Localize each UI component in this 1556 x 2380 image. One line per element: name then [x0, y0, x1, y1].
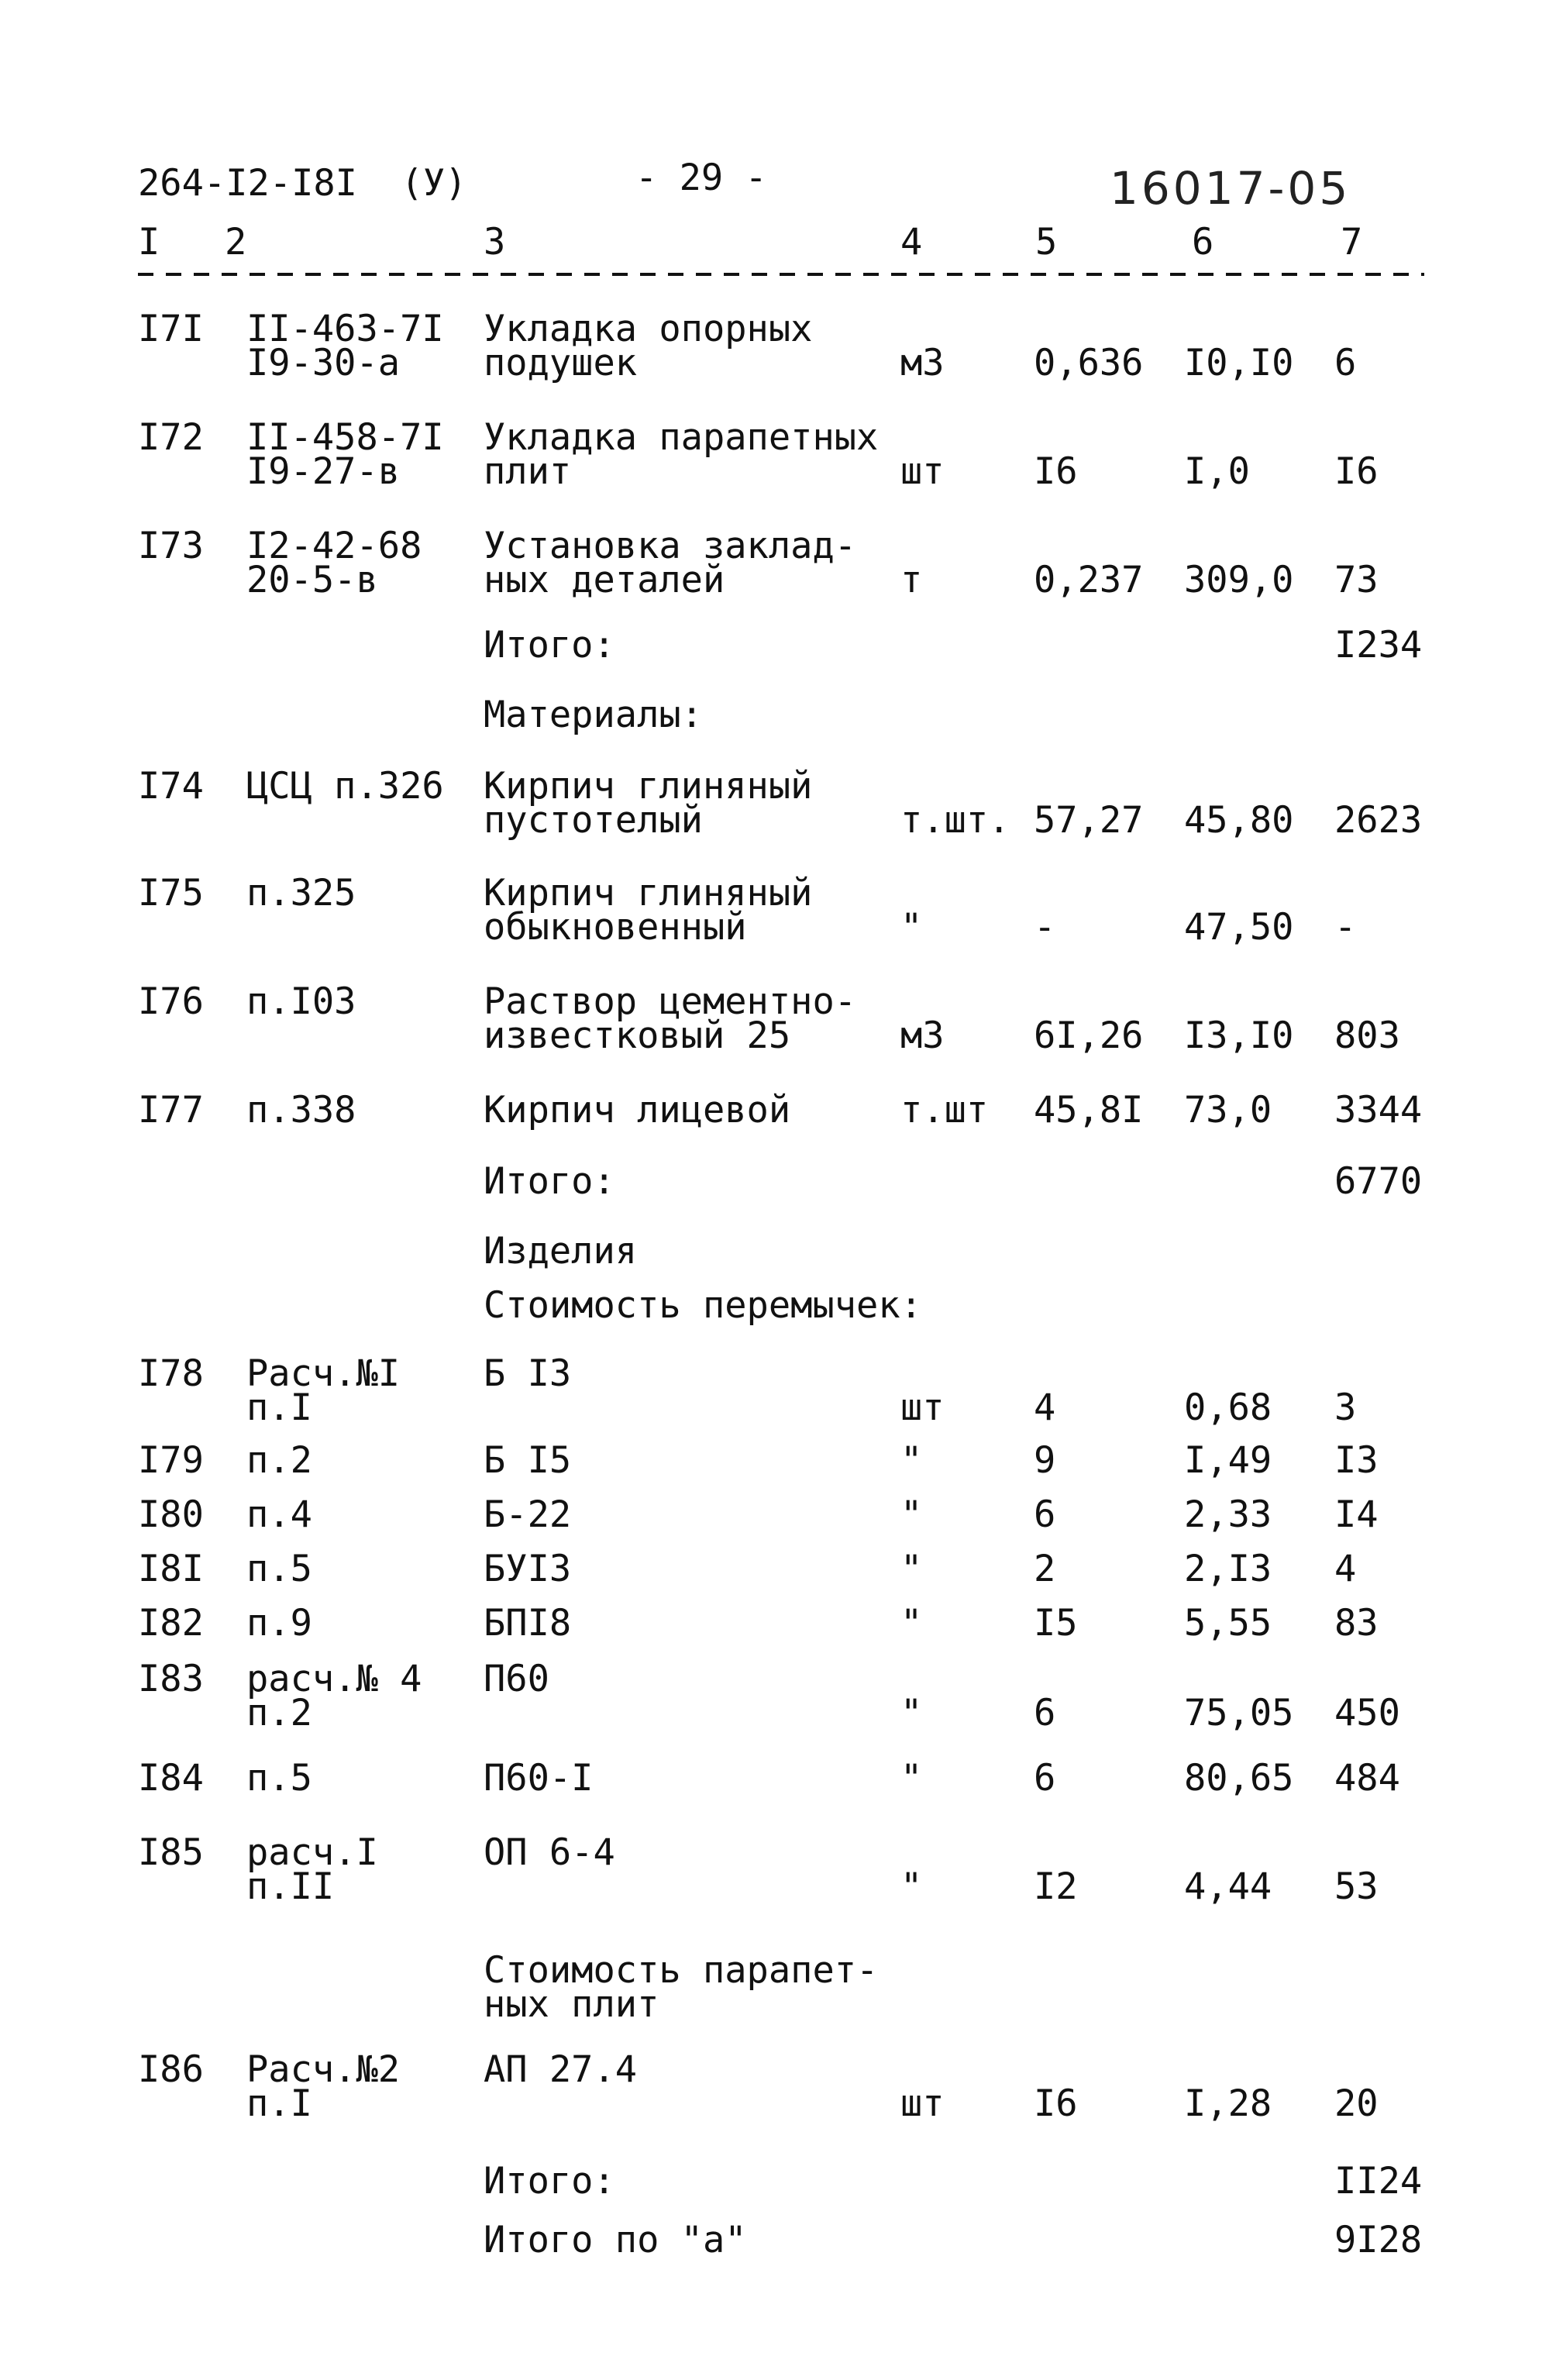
column-divider-line [138, 273, 1424, 276]
row-quantity: - [1034, 906, 1056, 949]
row-quantity: I5 [1034, 1602, 1078, 1645]
row-unit: м3 [900, 342, 945, 384]
row-unit: " [900, 1865, 923, 1908]
row-reference: I2-42-68 [246, 525, 422, 567]
row-name: Материалы: [484, 694, 703, 736]
row-reference: п.I [246, 2082, 312, 2125]
row-number: I79 [138, 1439, 204, 1482]
row-unit: м3 [900, 1014, 945, 1057]
row-unit: т [900, 559, 923, 601]
row-number: I75 [138, 872, 204, 914]
row-reference: п.4 [246, 1493, 312, 1536]
handwritten-stamp: 16017-05 [1110, 162, 1351, 215]
row-total: 53 [1334, 1865, 1379, 1908]
row-unit: т.шт [900, 1089, 989, 1131]
row-reference: п.325 [246, 872, 356, 914]
row-name: Укладка парапетных [484, 416, 879, 459]
row-reference: п.9 [246, 1602, 312, 1645]
row-reference: п.II [246, 1865, 335, 1908]
row-name: БУI3 [484, 1548, 572, 1590]
row-quantity: 2 [1034, 1548, 1056, 1590]
row-unit: " [900, 1757, 923, 1800]
row-quantity: 0,237 [1034, 559, 1144, 601]
row-name: Итого: [484, 1160, 615, 1203]
column-number: 2 [225, 221, 247, 263]
row-unit: " [900, 1548, 923, 1590]
row-total: II24 [1334, 2160, 1423, 2203]
row-unit: " [900, 1439, 923, 1482]
row-unit: " [900, 906, 923, 949]
row-name: Кирпич глиняный [484, 765, 813, 808]
row-total: 73 [1334, 559, 1379, 601]
row-quantity: 0,636 [1034, 342, 1144, 384]
row-total: 4 [1334, 1548, 1357, 1590]
column-number: 3 [484, 221, 506, 263]
page-number: - 29 - [635, 157, 767, 199]
row-name: Итого: [484, 2160, 615, 2203]
row-name: ных деталей [484, 559, 725, 601]
row-quantity: 6I,26 [1034, 1014, 1144, 1057]
row-unit-price: 45,80 [1184, 799, 1294, 842]
row-total: I6 [1334, 450, 1379, 493]
row-total: 484 [1334, 1757, 1400, 1800]
row-name: Стоимость перемычек: [484, 1284, 922, 1327]
row-quantity: 4 [1034, 1386, 1056, 1429]
row-name: Кирпич глиняный [484, 872, 813, 914]
row-name: плит [484, 450, 572, 493]
row-total: I3 [1334, 1439, 1379, 1482]
row-unit: шт [900, 2082, 945, 2125]
row-unit-price: 2,33 [1184, 1493, 1272, 1536]
row-number: I85 [138, 1831, 204, 1874]
row-reference: п.5 [246, 1757, 312, 1800]
row-reference: Расч.№I [246, 1352, 401, 1395]
row-quantity: 9 [1034, 1439, 1056, 1482]
row-unit: шт [900, 1386, 945, 1429]
row-unit: т.шт. [900, 799, 1010, 842]
row-total: 450 [1334, 1692, 1400, 1734]
row-reference: п.I [246, 1386, 312, 1429]
row-unit: " [900, 1493, 923, 1536]
row-quantity: 6 [1034, 1692, 1056, 1734]
row-unit-price: I3,I0 [1184, 1014, 1294, 1057]
row-total: 803 [1334, 1014, 1400, 1057]
row-unit-price: 80,65 [1184, 1757, 1294, 1800]
row-unit: шт [900, 450, 945, 493]
column-number: 6 [1192, 221, 1214, 263]
row-total: 6770 [1334, 1160, 1423, 1203]
row-total: 20 [1334, 2082, 1379, 2125]
row-quantity: I6 [1034, 450, 1078, 493]
row-total: 3 [1334, 1386, 1357, 1429]
row-unit-price: 2,I3 [1184, 1548, 1272, 1590]
row-number: I86 [138, 2048, 204, 2091]
row-name: Б I3 [484, 1352, 572, 1395]
row-unit-price: I,0 [1184, 450, 1250, 493]
row-unit-price: 75,05 [1184, 1692, 1294, 1734]
row-name: пустотелый [484, 799, 703, 842]
row-total: - [1334, 906, 1357, 949]
row-name: Укладка опорных [484, 308, 813, 350]
row-reference: I9-27-в [246, 450, 401, 493]
row-number: I72 [138, 416, 204, 459]
row-reference: п.5 [246, 1548, 312, 1590]
column-number: 5 [1035, 221, 1058, 263]
row-reference: п.338 [246, 1089, 356, 1131]
row-total: 6 [1334, 342, 1357, 384]
row-number: I76 [138, 980, 204, 1023]
row-number: I8I [138, 1548, 204, 1590]
row-name: Стоимость парапет- [484, 1949, 879, 1992]
row-unit-price: 4,44 [1184, 1865, 1272, 1908]
row-number: I7I [138, 308, 204, 350]
row-name: АП 27.4 [484, 2048, 638, 2091]
row-unit-price: 47,50 [1184, 906, 1294, 949]
row-reference: I9-30-а [246, 342, 401, 384]
row-number: I80 [138, 1493, 204, 1536]
row-number: I82 [138, 1602, 204, 1645]
row-total: 83 [1334, 1602, 1379, 1645]
column-number: 7 [1341, 221, 1363, 263]
row-name: Б-22 [484, 1493, 572, 1536]
row-reference: ЦСЦ п.326 [246, 765, 444, 808]
document-code: 264-I2-I8I (У) [138, 162, 467, 205]
row-reference: п.2 [246, 1439, 312, 1482]
row-name: подушек [484, 342, 638, 384]
row-quantity: I6 [1034, 2082, 1078, 2125]
row-unit: " [900, 1602, 923, 1645]
row-reference: расч.I [246, 1831, 378, 1874]
row-number: I83 [138, 1658, 204, 1700]
row-unit-price: 309,0 [1184, 559, 1294, 601]
row-unit-price: 73,0 [1184, 1089, 1272, 1131]
row-name: Установка заклад- [484, 525, 857, 567]
row-total: I234 [1334, 624, 1423, 666]
row-unit-price: I0,I0 [1184, 342, 1294, 384]
row-quantity: 57,27 [1034, 799, 1144, 842]
row-name: Изделия [484, 1230, 638, 1273]
row-unit-price: 5,55 [1184, 1602, 1272, 1645]
row-unit-price: I,49 [1184, 1439, 1272, 1482]
row-total: 9I28 [1334, 2219, 1423, 2261]
row-reference: расч.№ 4 [246, 1658, 422, 1700]
row-unit-price: I,28 [1184, 2082, 1272, 2125]
row-number: I77 [138, 1089, 204, 1131]
row-number: I84 [138, 1757, 204, 1800]
row-name: БПI8 [484, 1602, 572, 1645]
row-total: 2623 [1334, 799, 1423, 842]
row-total: 3344 [1334, 1089, 1423, 1131]
column-number: I [138, 221, 160, 263]
row-number: I73 [138, 525, 204, 567]
row-reference: II-463-7I [246, 308, 444, 350]
row-quantity: 6 [1034, 1493, 1056, 1536]
row-total: I4 [1334, 1493, 1379, 1536]
column-number: 4 [900, 221, 923, 263]
row-reference: II-458-7I [246, 416, 444, 459]
row-name: Раствор цементно- [484, 980, 857, 1023]
row-unit-price: 0,68 [1184, 1386, 1272, 1429]
row-number: I74 [138, 765, 204, 808]
row-name: П60-I [484, 1757, 594, 1800]
row-reference: п.2 [246, 1692, 312, 1734]
row-quantity: I2 [1034, 1865, 1078, 1908]
row-name: ОП 6-4 [484, 1831, 615, 1874]
row-name: обыкновенный [484, 906, 747, 949]
column-number-row [138, 223, 1424, 277]
row-reference: 20-5-в [246, 559, 378, 601]
row-quantity: 6 [1034, 1757, 1056, 1800]
row-name: Итого по "а" [484, 2219, 747, 2261]
row-reference: п.I03 [246, 980, 356, 1023]
row-unit: " [900, 1692, 923, 1734]
row-name: известковый 25 [484, 1014, 791, 1057]
row-name: Итого: [484, 624, 615, 666]
row-name: Б I5 [484, 1439, 572, 1482]
row-quantity: 45,8I [1034, 1089, 1144, 1131]
row-reference: Расч.№2 [246, 2048, 401, 2091]
row-name: Кирпич лицевой [484, 1089, 791, 1131]
row-number: I78 [138, 1352, 204, 1395]
row-name: П60 [484, 1658, 549, 1700]
row-name: ных плит [484, 1983, 659, 2026]
